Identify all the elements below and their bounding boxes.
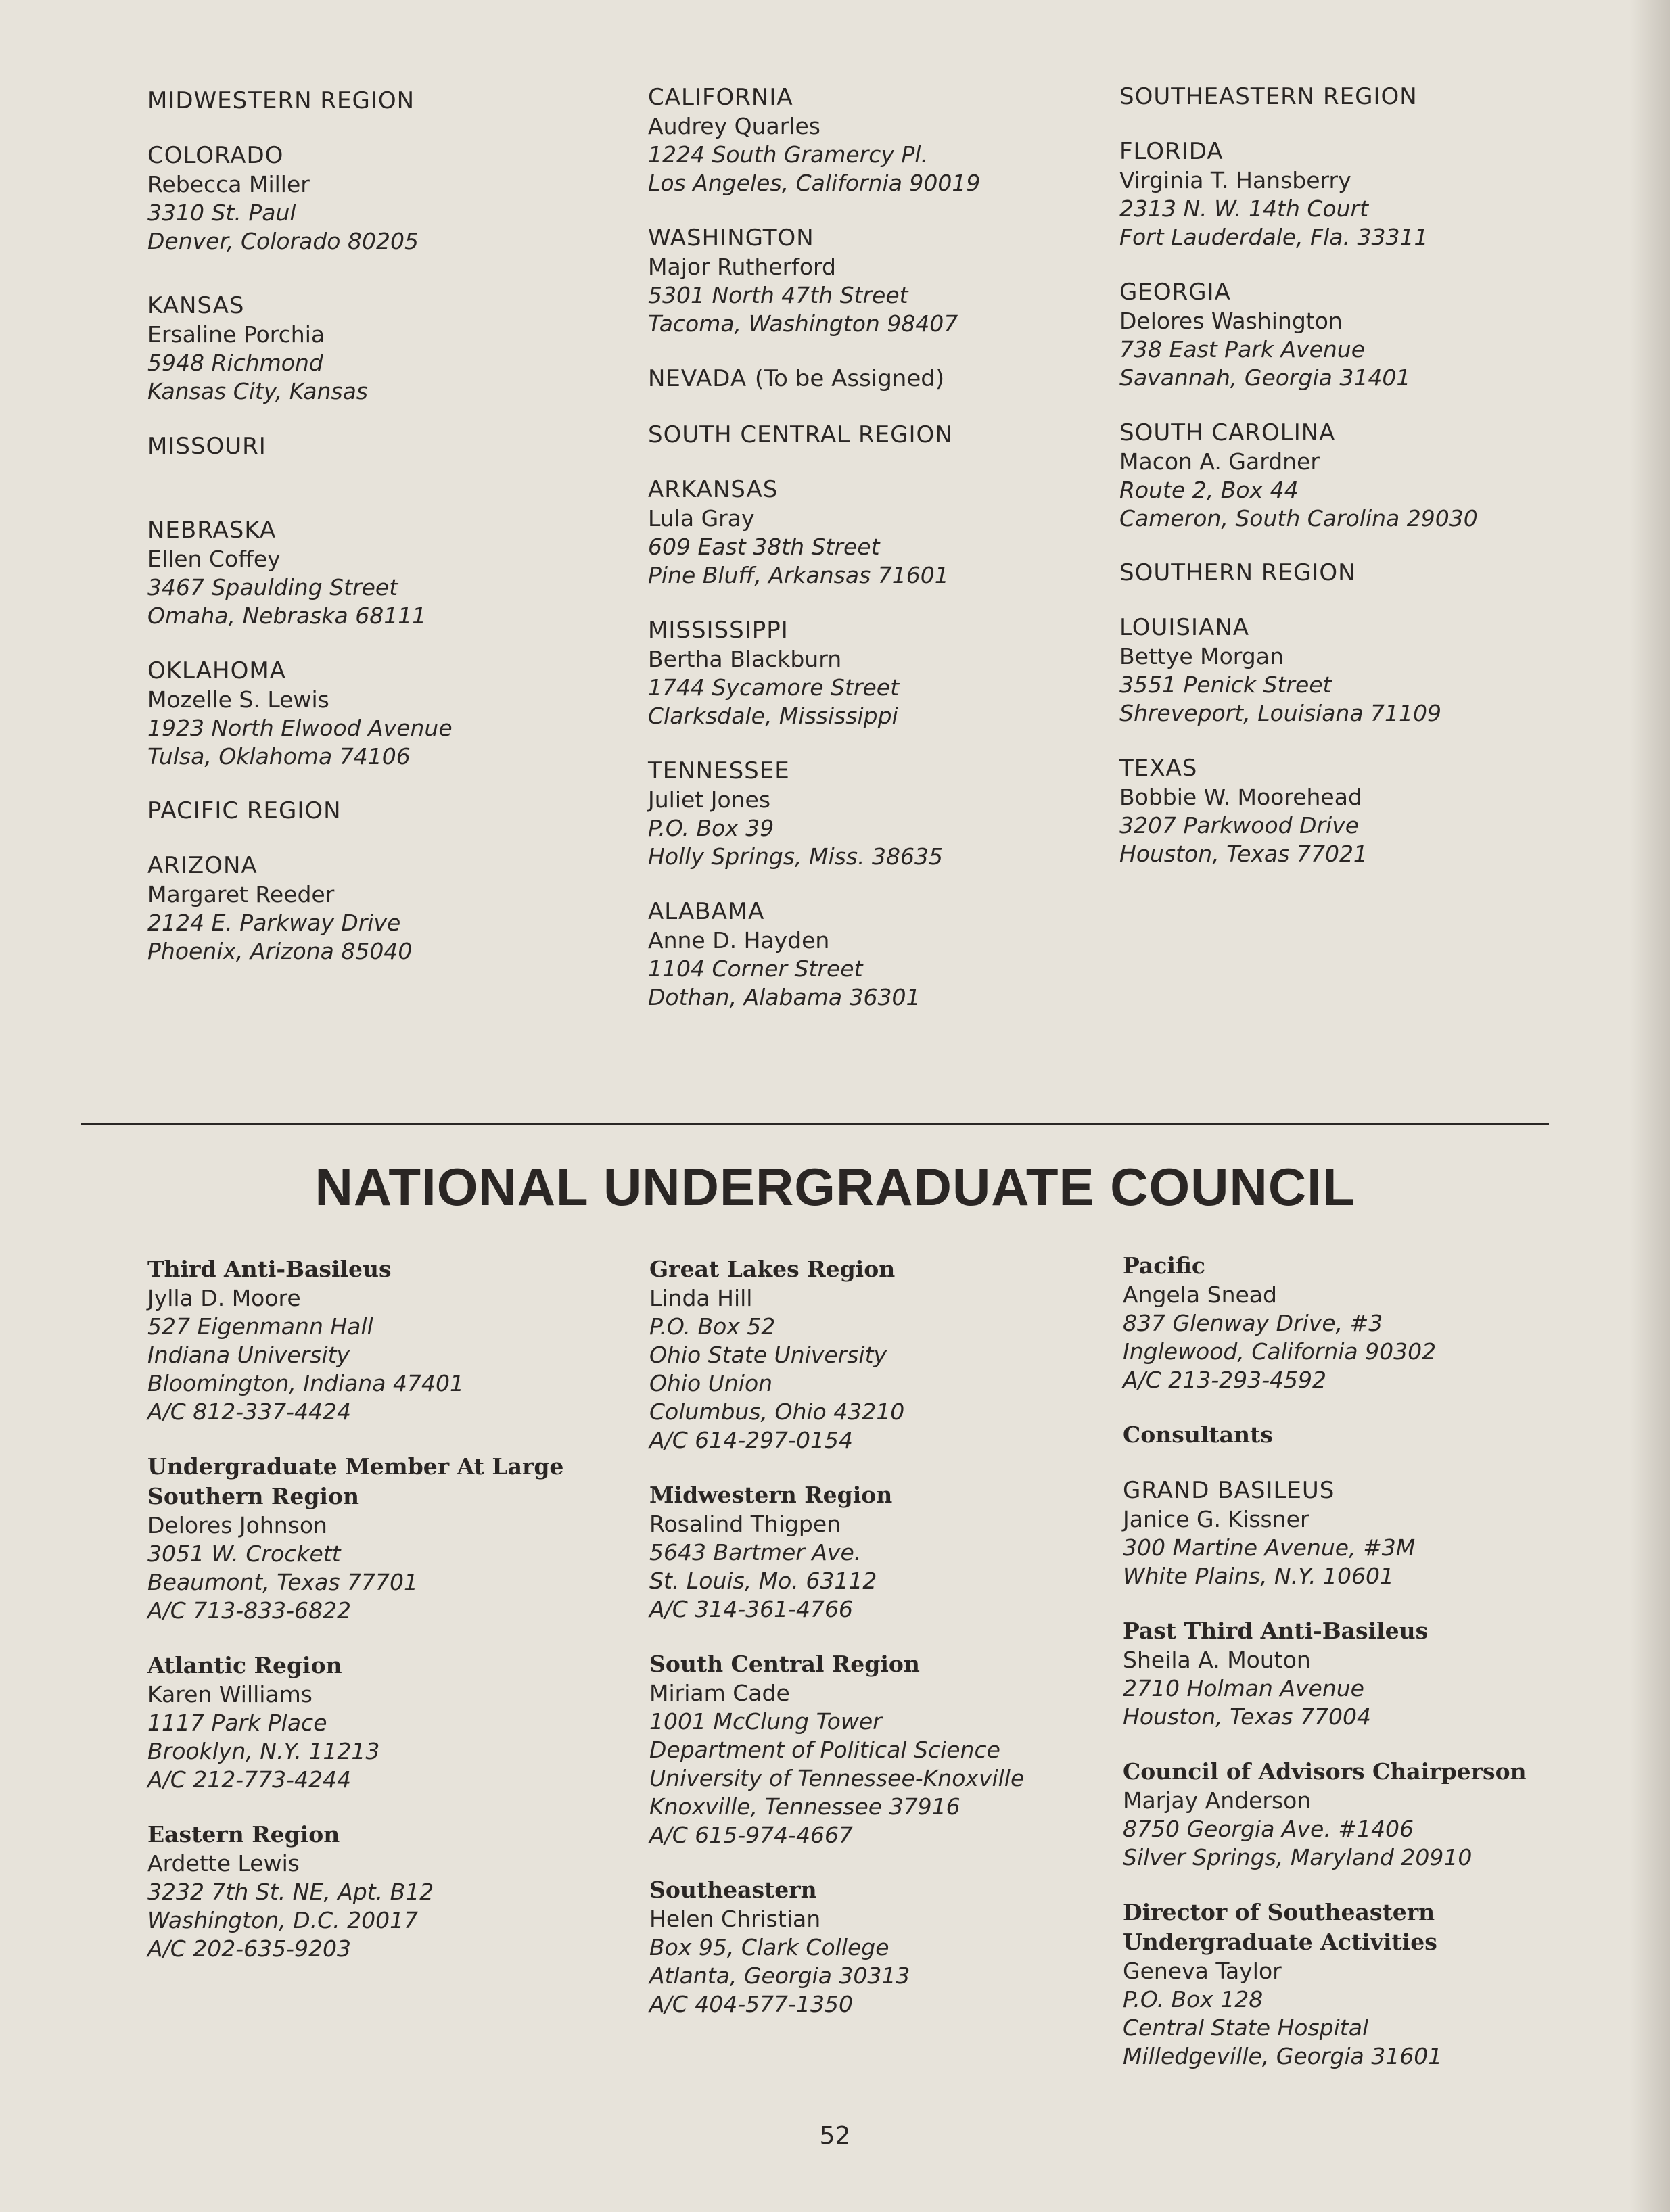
state-entry-georgia <box>1119 277 1606 392</box>
consultants-heading: Consultants <box>1123 1421 1273 1448</box>
address-line: Silver Springs, Maryland 20910 <box>1123 1844 1472 1870</box>
state-entry-alabama <box>648 897 1149 1012</box>
address-line: 300 Martine Avenue, #3M <box>1123 1534 1416 1561</box>
director-name: Anne D. Hayden <box>648 927 830 954</box>
city-address: Fort Lauderdale, Fla. 33311 <box>1119 224 1429 250</box>
state-name: NEVADA <box>648 365 747 392</box>
state-name: MISSOURI <box>147 433 266 460</box>
phone-number: A/C 213-293-4592 <box>1123 1367 1326 1393</box>
member-name: Helen Christian <box>649 1906 821 1932</box>
city-address: Tulsa, Oklahoma 74106 <box>147 743 411 770</box>
address-line: University of Tennessee-Knoxville <box>649 1765 1025 1791</box>
address-line: 1001 McClung Tower <box>649 1708 882 1735</box>
address-line: 1117 Park Place <box>147 1710 327 1736</box>
member-name: Miriam Cade <box>649 1680 790 1706</box>
page-edge-shadow <box>1629 0 1670 2212</box>
council-entry-south-central <box>649 1649 1123 1850</box>
phone-number: A/C 314-361-4766 <box>649 1596 853 1622</box>
state-entry-colorado <box>147 141 621 256</box>
state-name: LOUISIANA <box>1119 614 1249 641</box>
address-line: 2710 Holman Avenue <box>1123 1675 1364 1701</box>
member-name: Rosalind Thigpen <box>649 1511 841 1537</box>
city-address: Los Angeles, California 90019 <box>648 170 981 196</box>
member-name: Karen Williams <box>147 1681 312 1708</box>
state-entry-south-carolina <box>1119 418 1606 533</box>
street-address: 3467 Spaulding Street <box>147 574 398 601</box>
role-title: Past Third Anti-Basileus <box>1123 1618 1429 1644</box>
city-address: Shreveport, Louisiana 71109 <box>1119 700 1442 726</box>
region-title: SOUTHEASTERN REGION <box>1119 83 1418 110</box>
state-name: COLORADO <box>147 142 284 169</box>
city-address: Pine Bluff, Arkansas 71601 <box>648 562 949 588</box>
city-address: Clarksdale, Mississippi <box>648 703 898 729</box>
city-address: Tacoma, Washington 98407 <box>648 310 958 337</box>
state-entry-kansas <box>147 291 621 406</box>
council-entry-midwestern <box>649 1480 1123 1624</box>
address-line: White Plains, N.Y. 10601 <box>1123 1563 1395 1589</box>
street-address: 738 East Park Avenue <box>1119 336 1365 362</box>
role-subtitle: Southern Region <box>147 1483 359 1509</box>
street-address: 1923 North Elwood Avenue <box>147 715 453 741</box>
member-name: Janice G. Kissner <box>1123 1506 1309 1532</box>
role-title: Third Anti-Basileus <box>147 1256 392 1282</box>
member-name: Marjay Anderson <box>1123 1787 1312 1814</box>
council-entry-advisors-chairperson <box>1123 1757 1610 1872</box>
address-line: Ohio Union <box>649 1370 773 1396</box>
council-entry-member-at-large <box>147 1452 634 1625</box>
state-entry-oklahoma <box>147 656 621 771</box>
address-line: P.O. Box 128 <box>1123 1986 1263 2013</box>
member-name: Sheila A. Mouton <box>1123 1647 1311 1673</box>
street-address: 3310 St. Paul <box>147 199 296 226</box>
director-name: Rebecca Miller <box>147 171 310 197</box>
state-name: TEXAS <box>1119 755 1198 782</box>
state-entry-nebraska <box>147 515 621 630</box>
address-line: Columbus, Ohio 43210 <box>649 1398 905 1425</box>
region-title: SOUTH CENTRAL REGION <box>648 421 953 448</box>
address-line: 5643 Bartmer Ave. <box>649 1539 862 1566</box>
city-address: Dothan, Alabama 36301 <box>648 984 921 1010</box>
address-line: 3051 W. Crockett <box>147 1540 341 1567</box>
state-name: ALABAMA <box>648 898 765 925</box>
street-address: 3207 Parkwood Drive <box>1119 812 1360 839</box>
state-name: OKLAHOMA <box>147 657 286 684</box>
state-entry-nevada <box>648 364 1149 394</box>
state-name: WASHINGTON <box>648 225 814 252</box>
council-entry-director-southeastern <box>1123 1898 1610 2071</box>
city-address: Holly Springs, Miss. 38635 <box>648 843 944 870</box>
directors-column-3 <box>1119 83 1606 894</box>
address-line: Bloomington, Indiana 47401 <box>147 1370 464 1396</box>
council-entry-third-anti-basileus <box>147 1254 634 1426</box>
council-entry-great-lakes <box>649 1254 1123 1455</box>
region-title: SOUTHERN REGION <box>1119 559 1356 586</box>
council-column-2 <box>649 1254 1123 2044</box>
street-address: 5948 Richmond <box>147 350 323 376</box>
phone-number: A/C 212-773-4244 <box>147 1766 351 1793</box>
member-name: Jylla D. Moore <box>147 1285 301 1311</box>
address-line: Knoxville, Tennessee 37916 <box>649 1793 960 1820</box>
state-name: ARIZONA <box>147 852 258 879</box>
address-line: Central State Hospital <box>1123 2015 1369 2041</box>
role-title: Pacific <box>1123 1252 1206 1279</box>
state-name: NEBRASKA <box>147 517 277 544</box>
state-entry-washington <box>648 223 1149 338</box>
street-address: Route 2, Box 44 <box>1119 477 1299 503</box>
street-address: 1224 South Gramercy Pl. <box>648 141 928 168</box>
role-title: Midwestern Region <box>649 1482 893 1508</box>
state-name: TENNESSEE <box>648 757 790 784</box>
state-name: SOUTH CAROLINA <box>1119 419 1336 446</box>
director-name: Macon A. Gardner <box>1119 448 1320 475</box>
address-line: Ohio State University <box>649 1342 887 1368</box>
street-address: 5301 North 47th Street <box>648 282 908 308</box>
state-name: CALIFORNIA <box>648 84 793 111</box>
council-column-3 <box>1123 1251 1610 2096</box>
director-name: Delores Washington <box>1119 308 1343 334</box>
address-line: Department of Political Science <box>649 1737 1000 1763</box>
role-subtitle: Undergraduate Activities <box>1123 1929 1437 1955</box>
role-title: Atlantic Region <box>147 1652 342 1678</box>
city-address: Omaha, Nebraska 68111 <box>147 603 427 629</box>
state-entry-louisiana <box>1119 613 1606 728</box>
street-address: 1104 Corner Street <box>648 956 863 982</box>
city-address: Savannah, Georgia 31401 <box>1119 364 1411 391</box>
role-title: Eastern Region <box>147 1821 340 1848</box>
state-entry-tennessee <box>648 756 1149 871</box>
director-name: Ellen Coffey <box>147 546 281 572</box>
director-name: Ersaline Porchia <box>147 321 325 348</box>
city-address: Kansas City, Kansas <box>147 378 369 404</box>
state-name: GEORGIA <box>1119 279 1231 306</box>
role-title: South Central Region <box>649 1651 920 1677</box>
role-title: Undergraduate Member At Large <box>147 1453 564 1480</box>
state-entry-california <box>648 83 1149 197</box>
street-address: P.O. Box 39 <box>648 815 774 841</box>
phone-number: A/C 202-635-9203 <box>147 1935 351 1962</box>
address-line: 837 Glenway Drive, #3 <box>1123 1310 1383 1336</box>
state-entry-arkansas <box>648 475 1149 590</box>
phone-number: A/C 404-577-1350 <box>649 1991 853 2017</box>
member-name: Ardette Lewis <box>147 1850 300 1877</box>
director-name: Lula Gray <box>648 505 755 532</box>
city-address: Cameron, South Carolina 29030 <box>1119 505 1478 532</box>
state-name: ARKANSAS <box>648 476 779 503</box>
street-address: 609 East 38th Street <box>648 534 880 560</box>
role-title: Great Lakes Region <box>649 1256 896 1282</box>
city-address: Phoenix, Arizona 85040 <box>147 938 413 964</box>
directors-column-2 <box>648 83 1149 1037</box>
address-line: Houston, Texas 77004 <box>1123 1703 1371 1730</box>
director-name: Mozelle S. Lewis <box>147 686 329 713</box>
address-line: Atlanta, Georgia 30313 <box>649 1962 910 1989</box>
council-entry-atlantic <box>147 1651 634 1794</box>
street-address: 2124 E. Parkway Drive <box>147 910 401 936</box>
street-address: 3551 Penick Street <box>1119 672 1332 698</box>
member-name: Geneva Taylor <box>1123 1958 1282 1984</box>
state-entry-missouri <box>147 431 621 461</box>
council-entry-pacific <box>1123 1251 1610 1394</box>
state-line <box>648 364 1149 394</box>
director-name: Margaret Reeder <box>147 881 335 908</box>
director-name: Bettye Morgan <box>1119 643 1284 669</box>
member-name: Angela Snead <box>1123 1281 1277 1308</box>
address-line: 527 Eigenmann Hall <box>147 1313 373 1340</box>
council-entry-past-third-anti-basileus <box>1123 1616 1610 1731</box>
address-line: Inglewood, California 90302 <box>1123 1338 1437 1365</box>
phone-number: A/C 614-297-0154 <box>649 1427 853 1453</box>
state-entry-florida <box>1119 137 1606 252</box>
street-address: 1744 Sycamore Street <box>648 674 900 701</box>
council-column-1 <box>147 1254 634 1989</box>
address-line: Beaumont, Texas 77701 <box>147 1569 419 1595</box>
city-address: Denver, Colorado 80205 <box>147 228 419 254</box>
address-line: Brooklyn, N.Y. 11213 <box>147 1738 380 1764</box>
role-title: Southeastern <box>649 1877 817 1903</box>
state-entry-texas <box>1119 753 1606 868</box>
address-line: Washington, D.C. 20017 <box>147 1907 419 1933</box>
director-name: Bobbie W. Moorehead <box>1119 784 1362 810</box>
state-name: FLORIDA <box>1119 138 1224 165</box>
council-entry-grand-basileus <box>1123 1476 1610 1591</box>
director-name: Bertha Blackburn <box>648 646 842 672</box>
director-name: Juliet Jones <box>648 786 771 813</box>
state-entry-mississippi <box>648 615 1149 730</box>
state-name: KANSAS <box>147 292 245 319</box>
director-name: Major Rutherford <box>648 254 836 280</box>
address-line: P.O. Box 52 <box>649 1313 776 1340</box>
region-title: MIDWESTERN REGION <box>147 87 415 114</box>
director-name: Audrey Quarles <box>648 113 820 139</box>
address-line: St. Louis, Mo. 63112 <box>649 1568 877 1594</box>
region-title: PACIFIC REGION <box>147 797 342 824</box>
member-name: Linda Hill <box>649 1285 753 1311</box>
role-title: GRAND BASILEUS <box>1123 1477 1335 1504</box>
role-title: Council of Advisors Chairperson <box>1123 1758 1527 1785</box>
page-number: 52 <box>819 2122 851 2150</box>
address-line: 3232 7th St. NE, Apt. B12 <box>147 1879 434 1905</box>
address-line: Box 95, Clark College <box>649 1934 889 1960</box>
city-address: Houston, Texas 77021 <box>1119 841 1368 867</box>
council-entry-southeastern <box>649 1875 1123 2019</box>
phone-number: A/C 812-337-4424 <box>147 1398 351 1425</box>
council-title: NATIONAL UNDERGRADUATE COUNCIL <box>315 1157 1355 1217</box>
street-address: 2313 N. W. 14th Court <box>1119 195 1369 222</box>
member-name: Delores Johnson <box>147 1512 327 1538</box>
directors-column-1 <box>147 87 621 991</box>
role-title: Director of Southeastern <box>1123 1899 1435 1925</box>
section-divider <box>81 1123 1549 1125</box>
state-note: (To be Assigned) <box>754 365 945 392</box>
phone-number: A/C 713-833-6822 <box>147 1597 351 1624</box>
address-line: 8750 Georgia Ave. #1406 <box>1123 1816 1414 1842</box>
state-name: MISSISSIPPI <box>648 617 789 644</box>
address-line: Milledgeville, Georgia 31601 <box>1123 2043 1443 2069</box>
address-line: Indiana University <box>147 1342 350 1368</box>
council-entry-eastern <box>147 1820 634 1963</box>
phone-number: A/C 615-974-4667 <box>649 1822 853 1848</box>
state-entry-arizona <box>147 851 621 966</box>
director-name: Virginia T. Hansberry <box>1119 167 1351 193</box>
